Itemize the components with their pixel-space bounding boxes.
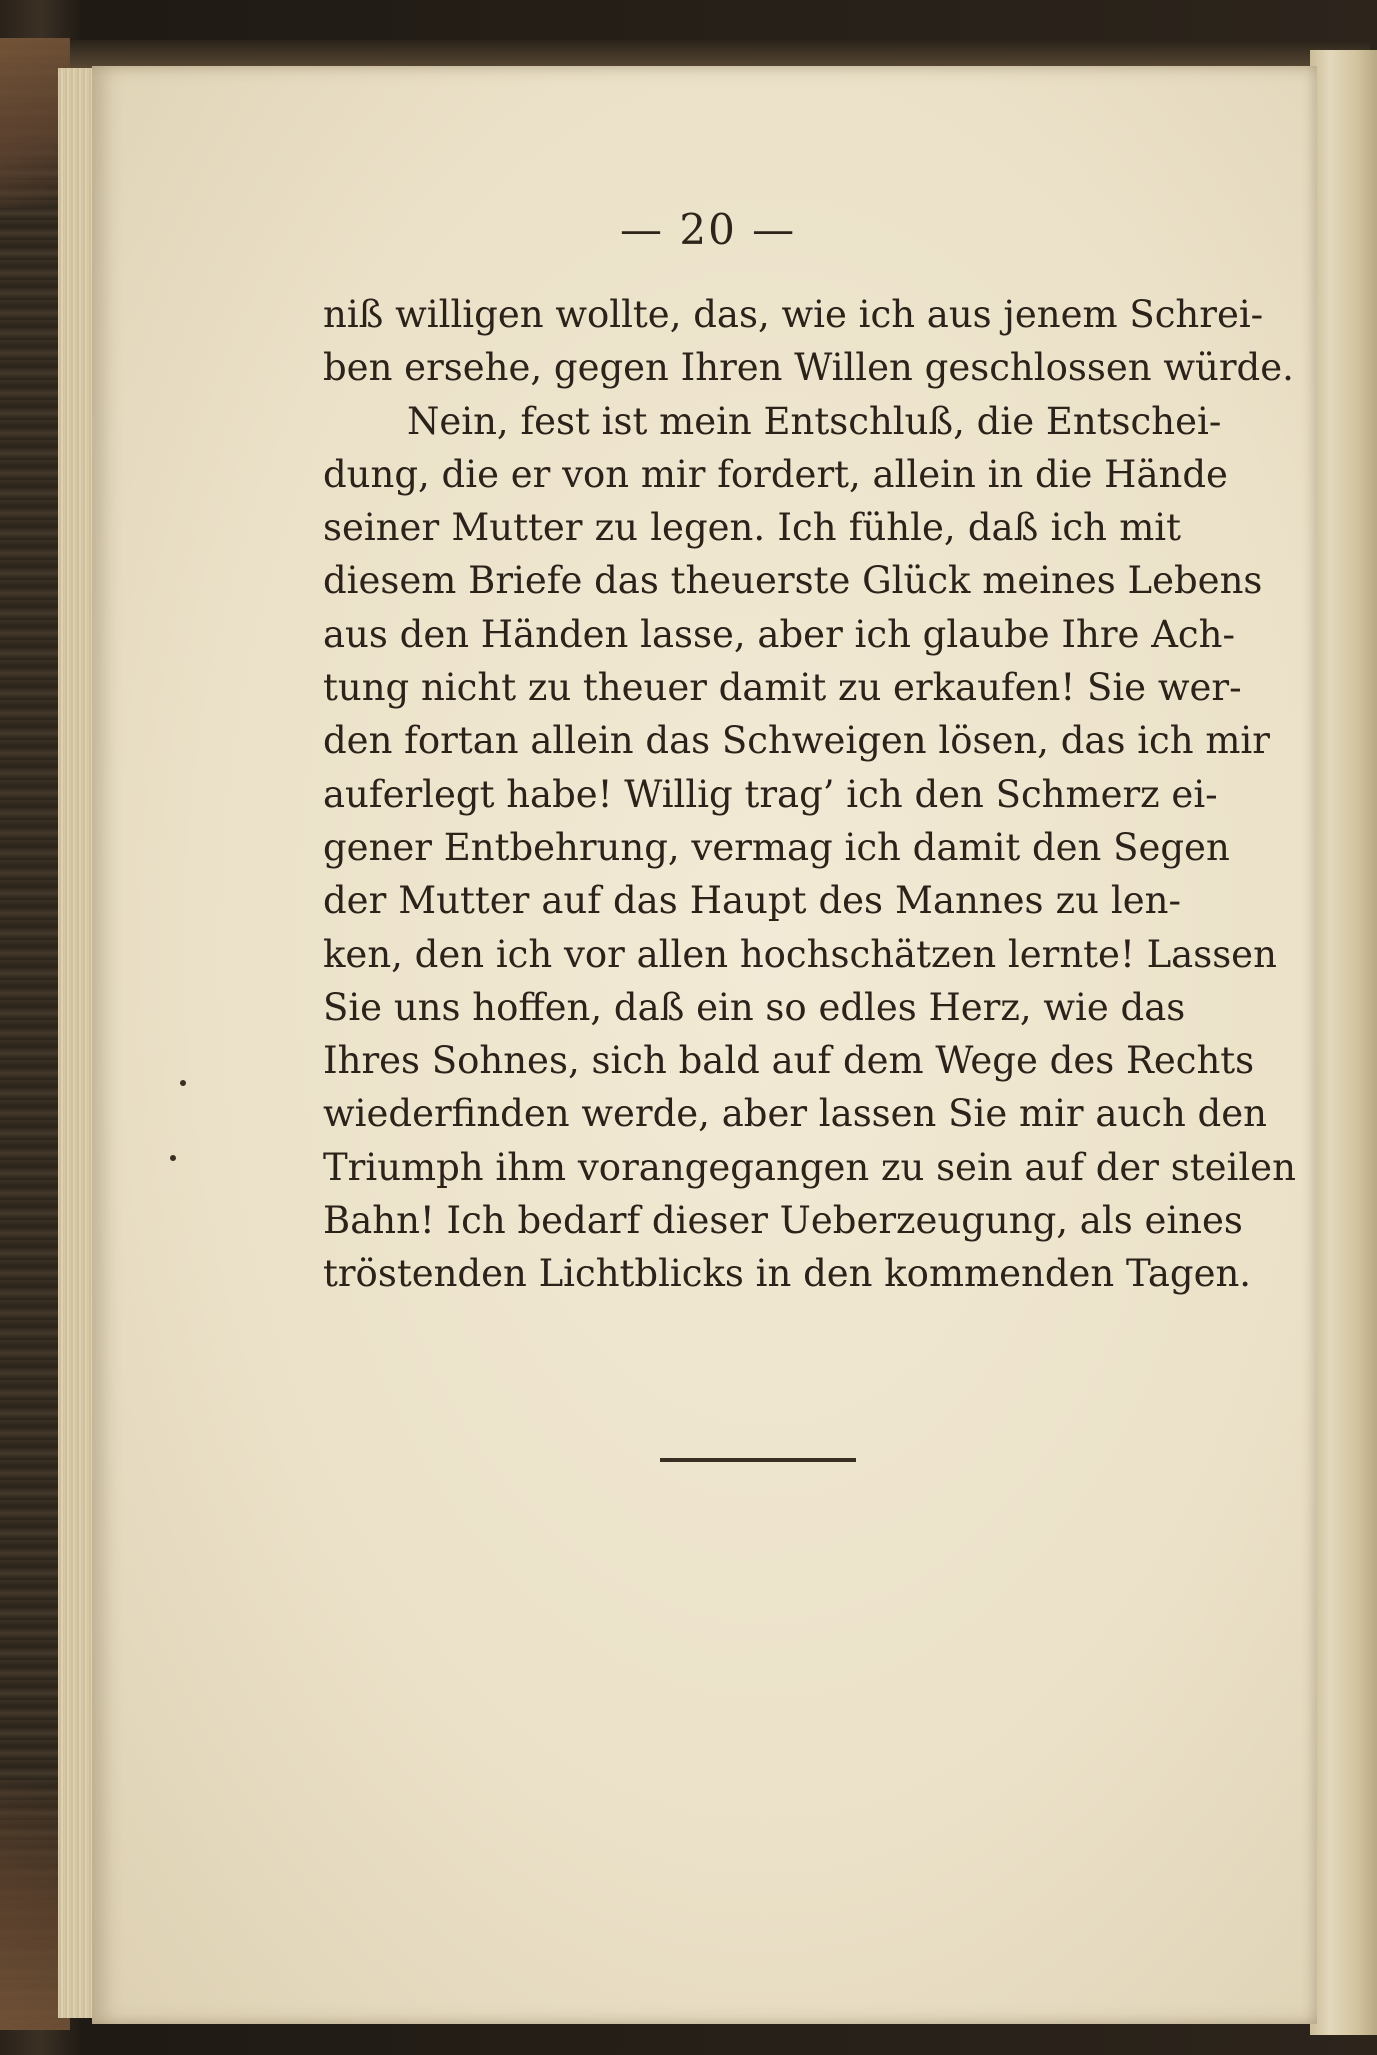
page-speck [170,1155,176,1161]
text-line: wiederfinden werde, aber lassen Sie mir auch den [323,1092,1267,1136]
text-line: Sie uns hoffen, daß ein so edles Herz, wie das [323,985,1186,1029]
text-line: Bahn! Ich bedarf dieser Ueberzeugung, als eines [323,1199,1243,1243]
text-line: tung nicht zu theuer damit zu erkaufen! Sie wer- [323,666,1242,710]
text-line: den fortan allein das Schweigen lösen, das ich mir [323,719,1270,763]
facing-page-edge [1310,50,1377,2035]
text-line: diesem Briefe das theuerste Glück meines Lebens [323,559,1263,603]
text-line: aus den Händen lasse, aber ich glaube Ihre Ach- [323,612,1235,656]
text-line: der Mutter auf das Haupt des Mannes zu len- [323,879,1181,923]
page-number: — 20 — [620,205,797,254]
text-line: Ihres Sohnes, sich bald auf dem Wege des Rechts [323,1039,1255,1083]
text-line: ken, den ich vor allen hochschätzen lernte! Lassen [323,932,1277,976]
text-line: Nein, fest ist mein Entschluß, die Entschei- [407,399,1222,443]
text-line: dung, die er von mir fordert, allein in die Hände [323,452,1228,496]
text-line: niß willigen wollte, das, wie ich aus jenem Schrei- [323,293,1264,336]
body-text [323,288,1296,1301]
text-line: ben ersehe, gegen Ihren Willen geschlossen würde. [323,346,1294,390]
text-line: auferlegt habe! Willig trag’ ich den Schmerz ei- [323,772,1218,816]
text-line: tröstenden Lichtblicks in den kommenden Tagen. [323,1252,1252,1296]
text-line: Triumph ihm vorangegangen zu sein auf der steilen [323,1145,1296,1189]
page-speck [180,1080,186,1086]
text-line: gener Entbehrung, vermag ich damit den Segen [323,825,1230,869]
text-line: seiner Mutter zu legen. Ich fühle, daß ich mit [323,506,1181,550]
section-rule [660,1458,856,1462]
